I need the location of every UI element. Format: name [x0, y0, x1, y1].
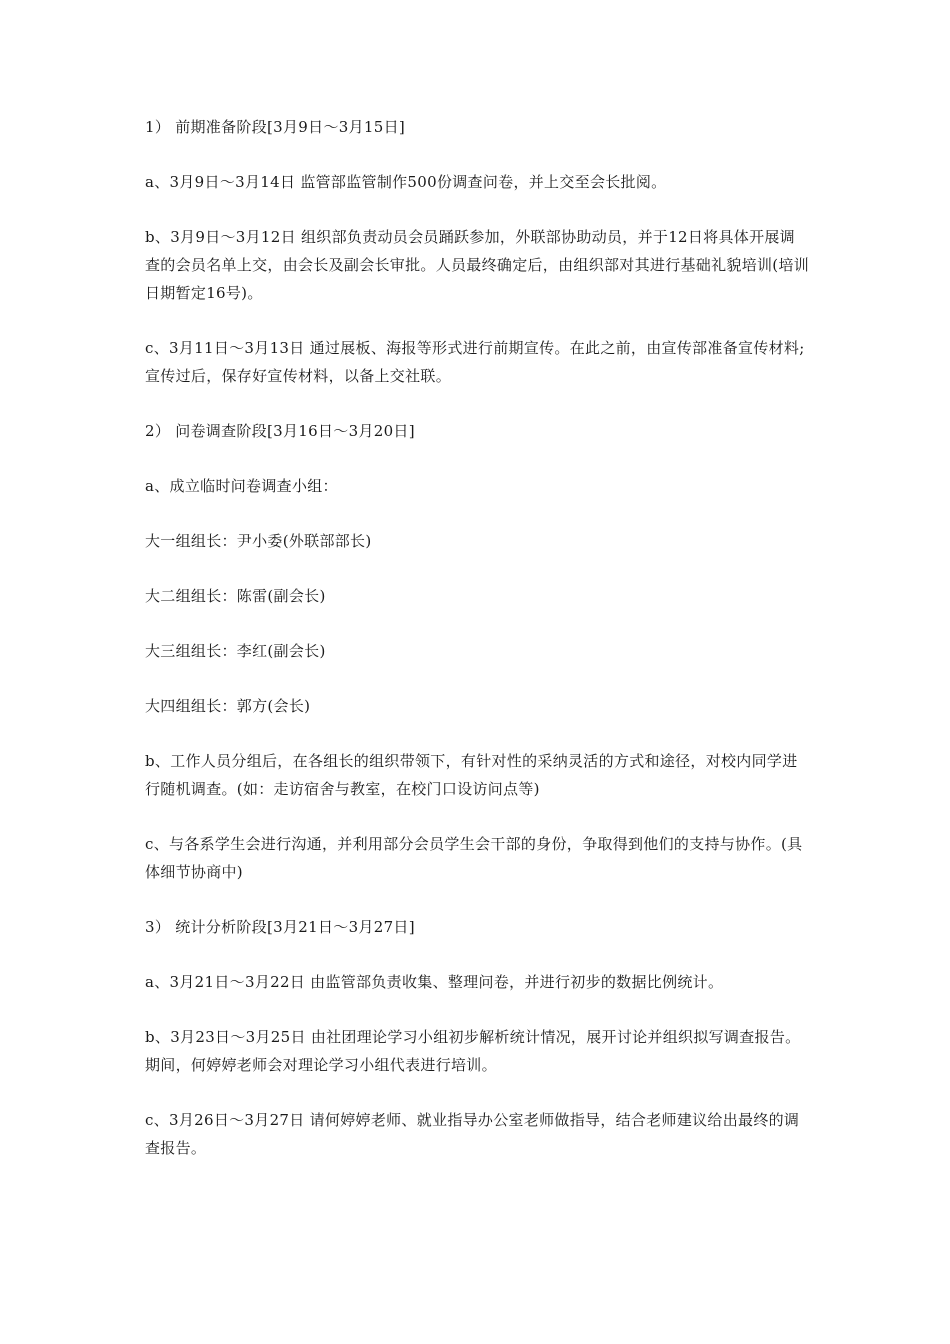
- list-item: 大三组组长：李红(副会长): [145, 642, 326, 660]
- paragraph: c、与各系学生会进行沟通，并利用部分会员学生会干部的身份，争取得到他们的支持与协作。(具体细节协商中): [145, 835, 803, 881]
- section-heading-preparation: 1） 前期准备阶段[3月9日～3月15日]: [145, 118, 406, 136]
- paragraph: a、3月21日～3月22日 由监管部负责收集、整理问卷，并进行初步的数据比例统计。: [145, 973, 724, 991]
- section-heading-survey: 2） 问卷调查阶段[3月16日～3月20日]: [145, 422, 415, 440]
- list-item: 大二组组长：陈雷(副会长): [145, 587, 326, 605]
- paragraph: c、3月26日～3月27日 请何婷婷老师、就业指导办公室老师做指导，结合老师建议给出最终的调查报告。: [145, 1111, 800, 1157]
- paragraph: a、成立临时问卷调查小组：: [145, 477, 338, 495]
- section-heading-analysis: 3） 统计分析阶段[3月21日～3月27日]: [145, 918, 415, 936]
- list-item: 大一组组长：尹小委(外联部部长): [145, 532, 372, 550]
- paragraph: b、3月9日～3月12日 组织部负责动员会员踊跃参加，外联部协助动员，并于12日将具体开展调查的会员名单上交，由会长及副会长审批。人员最终确定后，由组织部对其进行基础礼貌培训(培训日期暂定16号)。: [145, 228, 810, 302]
- list-item: 大四组组长：郭方(会长): [145, 697, 311, 715]
- paragraph: b、3月23日～3月25日 由社团理论学习小组初步解析统计情况，展开讨论并组织拟写调查报告。期间，何婷婷老师会对理论学习小组代表进行培训。: [145, 1028, 801, 1074]
- document-body: [145, 113, 810, 1189]
- paragraph: b、工作人员分组后，在各组长的组织带领下，有针对性的采纳灵活的方式和途径，对校内同学进行随机调查。(如：走访宿舍与教室，在校门口设访问点等): [145, 752, 798, 798]
- paragraph: a、3月9日～3月14日 监管部监管制作500份调查问卷，并上交至会长批阅。: [145, 173, 667, 191]
- paragraph: c、3月11日～3月13日 通过展板、海报等形式进行前期宣传。在此之前，由宣传部准备宣传材料;宣传过后，保存好宣传材料，以备上交社联。: [145, 339, 805, 385]
